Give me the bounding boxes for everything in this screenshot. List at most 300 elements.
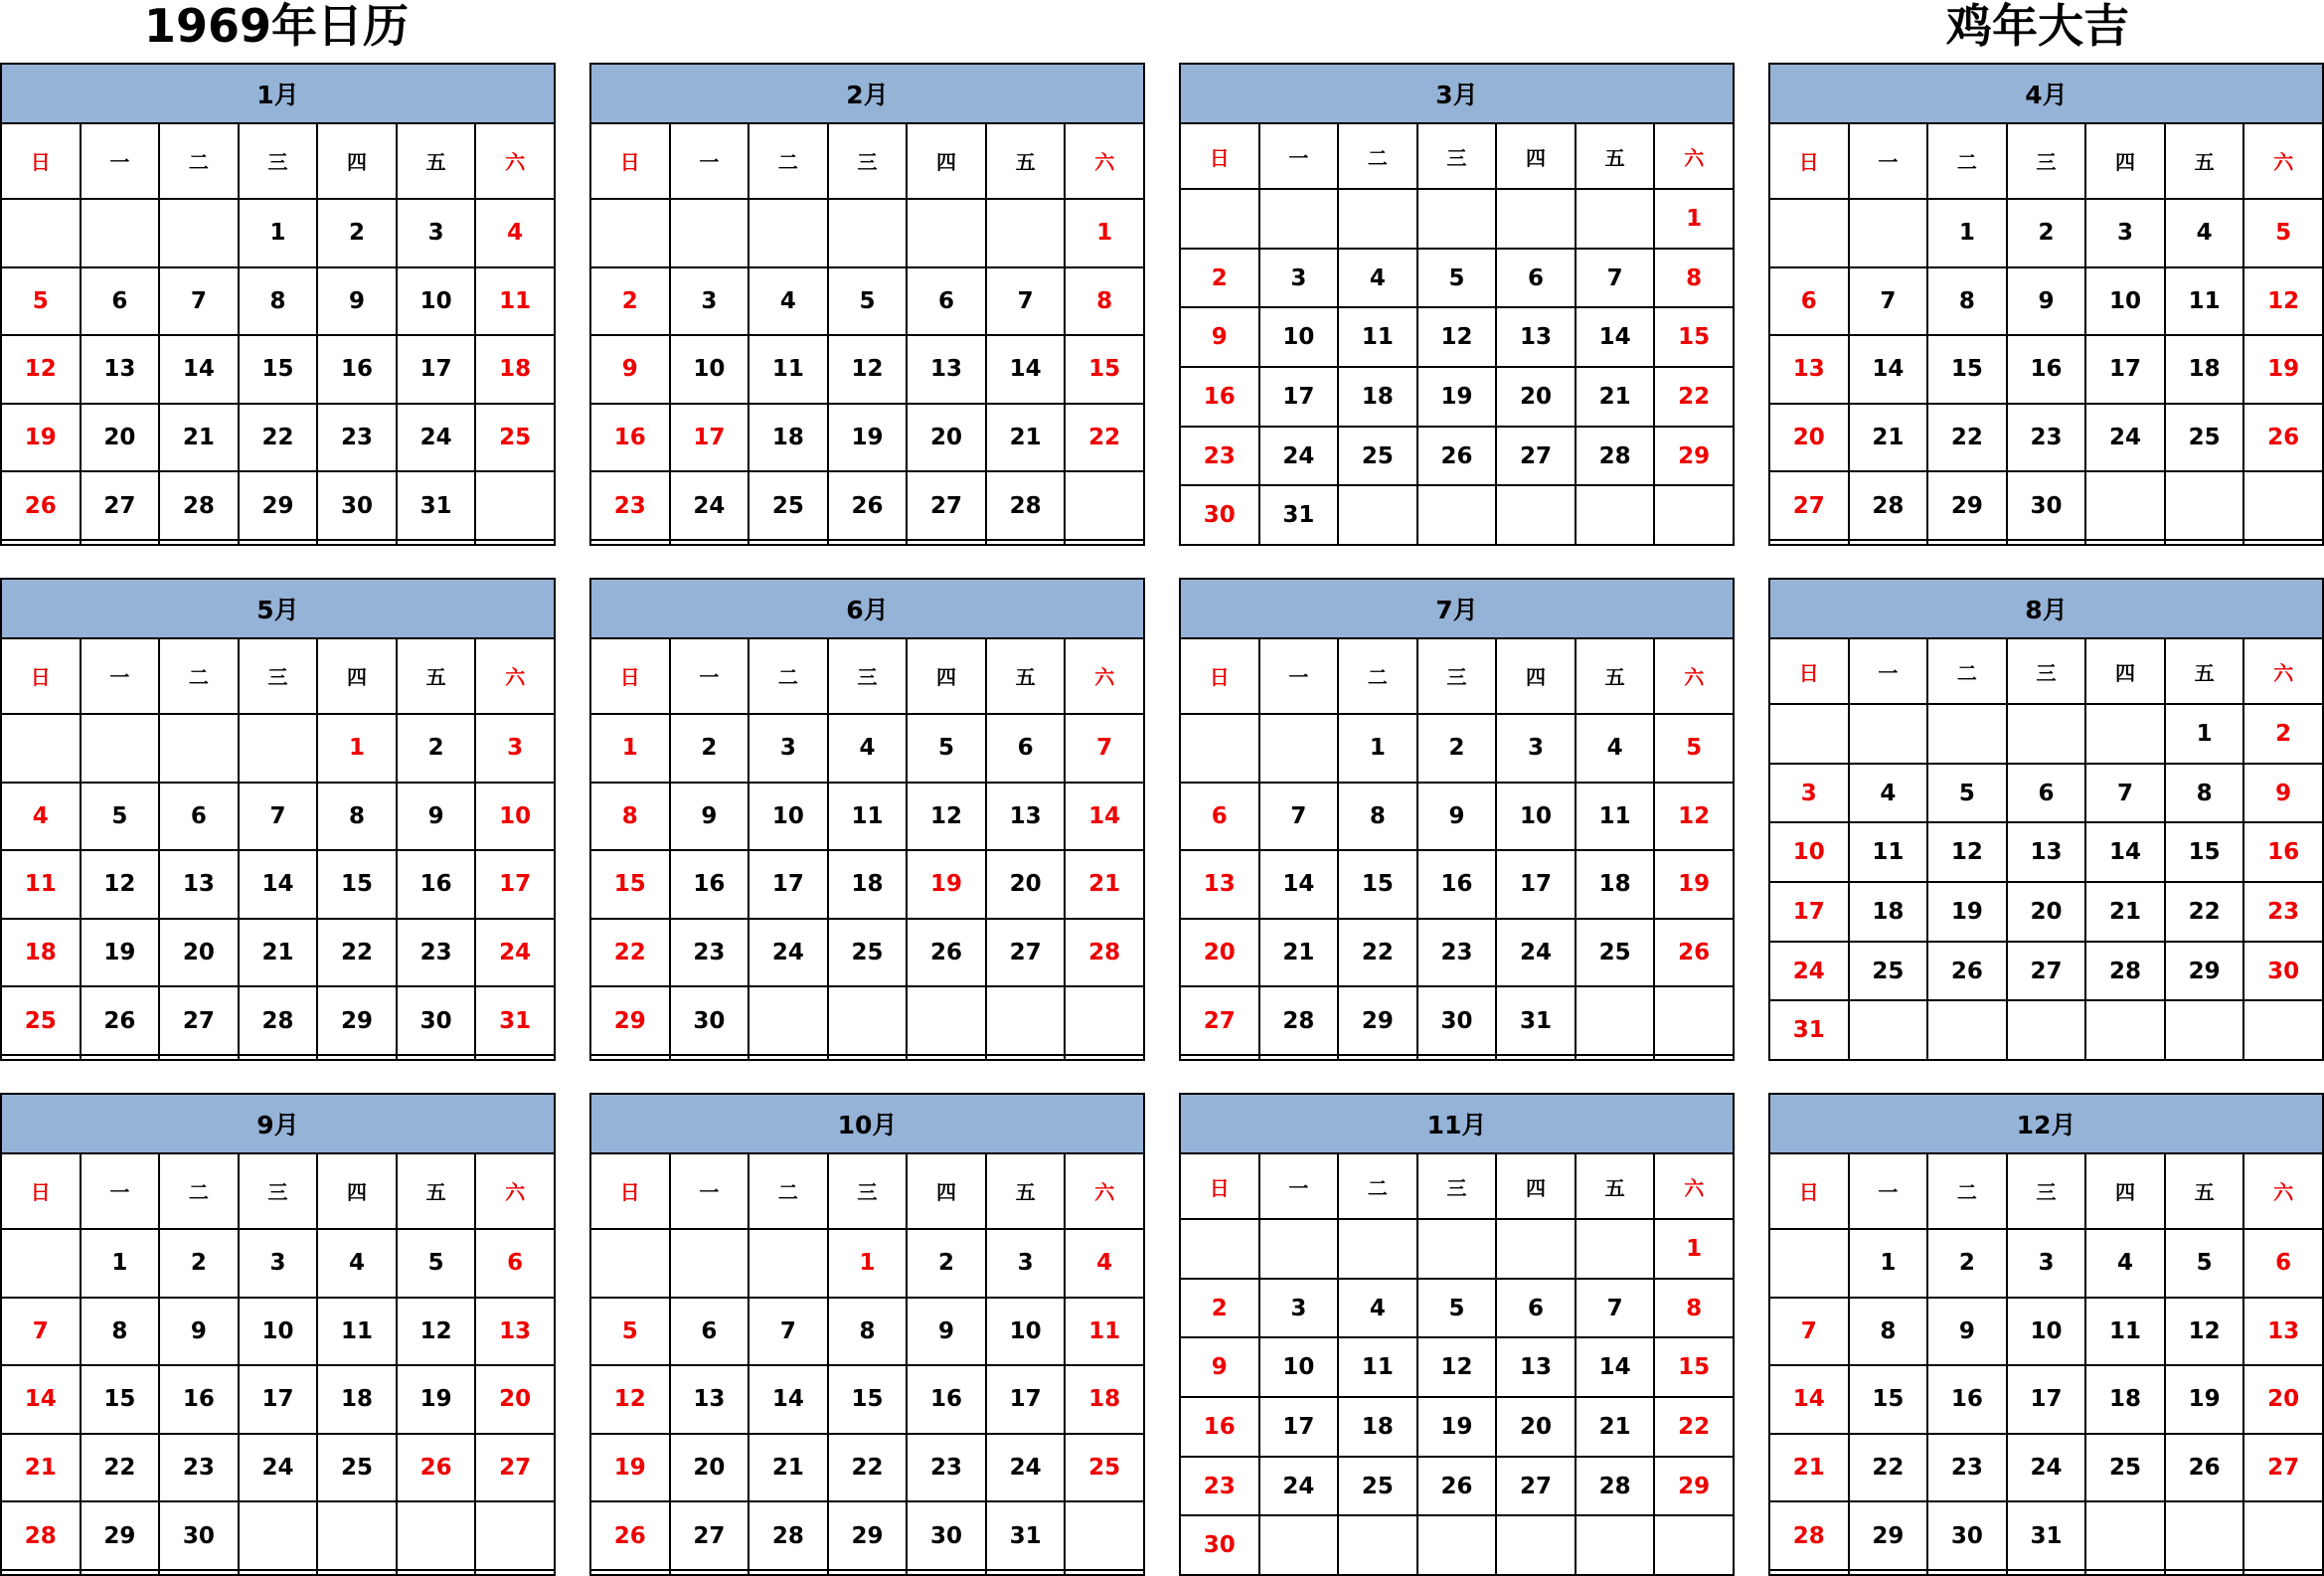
weekday-label: 四 (317, 638, 397, 714)
day-cell: 26 (397, 1434, 476, 1502)
empty-day-cell (1338, 1515, 1417, 1575)
empty-day-cell (670, 1570, 749, 1575)
day-cell: 22 (1065, 404, 1144, 472)
weekday-label: 一 (1849, 1153, 1928, 1229)
day-cell: 19 (81, 919, 160, 987)
day-cell: 19 (1417, 1397, 1497, 1457)
empty-day-cell (1, 1055, 81, 1060)
day-cell: 4 (317, 1229, 397, 1298)
day-cell: 26 (1654, 919, 1734, 987)
month-calendar (589, 578, 1145, 1061)
day-cell: 7 (1769, 1298, 1849, 1366)
day-cell: 3 (1496, 714, 1576, 783)
day-cell: 19 (397, 1365, 476, 1434)
day-cell: 6 (2007, 764, 2086, 823)
day-cell: 1 (1654, 189, 1734, 249)
empty-day-cell (907, 1055, 986, 1060)
empty-day-cell (1849, 704, 1928, 764)
day-cell: 20 (1180, 919, 1259, 987)
day-cell: 2 (590, 267, 670, 336)
empty-day-cell (590, 1229, 670, 1298)
month-title: 9月 (1, 1094, 555, 1153)
weekday-label: 日 (1, 1153, 81, 1229)
day-cell: 3 (2007, 1229, 2086, 1298)
day-cell: 18 (1, 919, 81, 987)
weekday-label: 三 (2007, 638, 2086, 704)
month-table (1179, 63, 1735, 546)
weekday-label: 三 (2007, 1153, 2086, 1229)
day-cell: 24 (1259, 427, 1339, 486)
weekday-label: 日 (1769, 123, 1849, 199)
empty-day-cell (2007, 704, 2086, 764)
month-title: 10月 (590, 1094, 1144, 1153)
empty-day-cell (1, 714, 81, 783)
day-cell: 4 (1338, 249, 1417, 308)
weekday-label: 三 (828, 638, 908, 714)
day-cell: 27 (670, 1501, 749, 1570)
weekday-label: 日 (590, 638, 670, 714)
day-cell: 3 (748, 714, 828, 783)
day-cell: 8 (2165, 764, 2244, 823)
day-cell: 11 (748, 335, 828, 404)
day-cell: 16 (907, 1365, 986, 1434)
day-cell: 17 (986, 1365, 1066, 1434)
weekday-label: 一 (1849, 638, 1928, 704)
empty-day-cell (397, 540, 476, 545)
weekday-label: 六 (1654, 1153, 1734, 1219)
day-cell: 8 (1654, 1279, 1734, 1338)
day-cell: 20 (907, 404, 986, 472)
day-cell: 9 (590, 335, 670, 404)
page-title: 1969年日历 (144, 0, 410, 53)
day-cell: 8 (1065, 267, 1144, 336)
day-cell: 15 (1849, 1365, 1928, 1434)
day-cell: 20 (81, 404, 160, 472)
weekday-label: 四 (2085, 638, 2165, 704)
empty-day-cell (1338, 1055, 1417, 1060)
day-cell: 10 (2085, 267, 2165, 336)
day-cell: 22 (1654, 1397, 1734, 1457)
day-cell: 23 (159, 1434, 239, 1502)
weekday-label: 日 (1180, 1153, 1259, 1219)
day-cell: 3 (2085, 199, 2165, 267)
empty-day-cell (828, 986, 908, 1055)
day-cell: 18 (1065, 1365, 1144, 1434)
day-cell: 25 (1, 986, 81, 1055)
empty-day-cell (828, 199, 908, 267)
weekday-label: 五 (397, 1153, 476, 1229)
day-cell: 15 (2165, 822, 2244, 882)
day-cell: 25 (475, 404, 555, 472)
day-cell: 5 (81, 783, 160, 851)
empty-day-cell (1496, 189, 1576, 249)
day-cell: 11 (1065, 1298, 1144, 1366)
empty-day-cell (1927, 1000, 2007, 1060)
empty-day-cell (2085, 1570, 2165, 1575)
day-cell: 6 (2243, 1229, 2323, 1298)
day-cell: 16 (1180, 1397, 1259, 1457)
day-cell: 22 (1654, 367, 1734, 427)
day-cell: 4 (748, 267, 828, 336)
day-cell: 23 (1417, 919, 1497, 987)
empty-day-cell (81, 1055, 160, 1060)
weekday-label: 六 (475, 123, 555, 199)
day-cell: 27 (2243, 1434, 2323, 1502)
weekday-label: 五 (1576, 123, 1655, 189)
day-cell: 27 (475, 1434, 555, 1502)
empty-day-cell (1576, 1219, 1655, 1279)
day-cell: 5 (1417, 1279, 1497, 1338)
day-cell: 9 (2007, 267, 2086, 336)
empty-day-cell (1927, 1570, 2007, 1575)
month-title: 8月 (1769, 579, 2323, 638)
day-cell: 15 (317, 850, 397, 919)
day-cell: 22 (1338, 919, 1417, 987)
day-cell: 10 (239, 1298, 318, 1366)
day-cell: 20 (1769, 404, 1849, 472)
day-cell: 3 (1769, 764, 1849, 823)
day-cell: 26 (907, 919, 986, 987)
day-cell: 26 (2243, 404, 2323, 472)
day-cell: 3 (670, 267, 749, 336)
day-cell: 9 (1180, 1337, 1259, 1397)
month-table (1768, 63, 2324, 546)
day-cell: 31 (986, 1501, 1066, 1570)
weekday-label: 四 (1496, 638, 1576, 714)
day-cell: 1 (828, 1229, 908, 1298)
empty-day-cell (1065, 1055, 1144, 1060)
day-cell: 11 (828, 783, 908, 851)
empty-day-cell (1065, 986, 1144, 1055)
day-cell: 12 (590, 1365, 670, 1434)
day-cell: 18 (2085, 1365, 2165, 1434)
day-cell: 15 (1654, 1337, 1734, 1397)
day-cell: 28 (1259, 986, 1339, 1055)
month-table (0, 63, 556, 546)
empty-day-cell (986, 986, 1066, 1055)
day-cell: 7 (1576, 1279, 1655, 1338)
day-cell: 13 (1496, 1337, 1576, 1397)
month-calendar (1179, 1093, 1735, 1576)
day-cell: 23 (1927, 1434, 2007, 1502)
day-cell: 23 (590, 471, 670, 540)
day-cell: 15 (590, 850, 670, 919)
day-cell: 29 (1338, 986, 1417, 1055)
day-cell: 8 (1927, 267, 2007, 336)
day-cell: 7 (1065, 714, 1144, 783)
weekday-label: 六 (475, 1153, 555, 1229)
empty-day-cell (2165, 1501, 2244, 1570)
day-cell: 11 (317, 1298, 397, 1366)
day-cell: 26 (1417, 427, 1497, 486)
day-cell: 6 (1180, 783, 1259, 851)
day-cell: 18 (748, 404, 828, 472)
month-table (1179, 578, 1735, 1061)
day-cell: 5 (397, 1229, 476, 1298)
empty-day-cell (239, 1055, 318, 1060)
day-cell: 25 (1849, 942, 1928, 1001)
day-cell: 16 (1180, 367, 1259, 427)
day-cell: 11 (1, 850, 81, 919)
day-cell: 22 (81, 1434, 160, 1502)
day-cell: 21 (1259, 919, 1339, 987)
empty-day-cell (590, 540, 670, 545)
day-cell: 13 (907, 335, 986, 404)
day-cell: 17 (748, 850, 828, 919)
empty-day-cell (1338, 1219, 1417, 1279)
day-cell: 12 (1654, 783, 1734, 851)
empty-day-cell (1, 540, 81, 545)
empty-day-cell (1180, 189, 1259, 249)
empty-day-cell (1769, 540, 1849, 545)
day-cell: 9 (907, 1298, 986, 1366)
day-cell: 17 (1259, 1397, 1339, 1457)
weekday-label: 五 (1576, 638, 1655, 714)
day-cell: 10 (1259, 1337, 1339, 1397)
month-calendar (1768, 63, 2324, 546)
day-cell: 6 (1496, 1279, 1576, 1338)
weekday-label: 六 (2243, 1153, 2323, 1229)
day-cell: 28 (2085, 942, 2165, 1001)
day-cell: 2 (907, 1229, 986, 1298)
empty-day-cell (1654, 485, 1734, 545)
day-cell: 20 (2007, 882, 2086, 942)
weekday-label: 五 (2165, 123, 2244, 199)
day-cell: 13 (2007, 822, 2086, 882)
month-table (1768, 578, 2324, 1061)
weekday-label: 二 (1927, 638, 2007, 704)
day-cell: 6 (670, 1298, 749, 1366)
day-cell: 7 (2085, 764, 2165, 823)
month-table (589, 578, 1145, 1061)
weekday-label: 日 (1, 123, 81, 199)
month-title: 5月 (1, 579, 555, 638)
weekday-label: 二 (159, 123, 239, 199)
day-cell: 14 (1, 1365, 81, 1434)
empty-day-cell (1927, 704, 2007, 764)
day-cell: 27 (81, 471, 160, 540)
day-cell: 2 (1180, 249, 1259, 308)
empty-day-cell (2243, 471, 2323, 540)
day-cell: 29 (1849, 1501, 1928, 1570)
month-title: 11月 (1180, 1094, 1734, 1153)
day-cell: 24 (1259, 1457, 1339, 1516)
month-table (589, 1093, 1145, 1576)
weekday-label: 四 (317, 123, 397, 199)
day-cell: 15 (1927, 335, 2007, 404)
day-cell: 11 (1338, 1337, 1417, 1397)
day-cell: 30 (159, 1501, 239, 1570)
empty-day-cell (475, 1055, 555, 1060)
day-cell: 24 (670, 471, 749, 540)
day-cell: 2 (317, 199, 397, 267)
weekday-label: 四 (317, 1153, 397, 1229)
weekday-label: 二 (748, 638, 828, 714)
empty-day-cell (748, 1229, 828, 1298)
day-cell: 28 (748, 1501, 828, 1570)
day-cell: 29 (1927, 471, 2007, 540)
day-cell: 22 (590, 919, 670, 987)
weekday-label: 一 (1259, 1153, 1339, 1219)
day-cell: 6 (1496, 249, 1576, 308)
day-cell: 27 (1496, 1457, 1576, 1516)
empty-day-cell (1769, 199, 1849, 267)
empty-day-cell (670, 540, 749, 545)
day-cell: 6 (1769, 267, 1849, 336)
weekday-label: 三 (828, 1153, 908, 1229)
day-cell: 28 (1769, 1501, 1849, 1570)
day-cell: 9 (1417, 783, 1497, 851)
day-cell: 11 (2085, 1298, 2165, 1366)
weekday-label: 日 (1769, 1153, 1849, 1229)
empty-day-cell (2007, 540, 2086, 545)
day-cell: 23 (2243, 882, 2323, 942)
empty-day-cell (2165, 1570, 2244, 1575)
day-cell: 21 (748, 1434, 828, 1502)
day-cell: 10 (748, 783, 828, 851)
day-cell: 25 (1338, 1457, 1417, 1516)
empty-day-cell (1654, 986, 1734, 1055)
day-cell: 14 (1849, 335, 1928, 404)
empty-day-cell (1259, 189, 1339, 249)
weekday-label: 四 (2085, 1153, 2165, 1229)
month-calendar (1179, 578, 1735, 1061)
weekday-label: 日 (1180, 123, 1259, 189)
day-cell: 24 (475, 919, 555, 987)
day-cell: 1 (1849, 1229, 1928, 1298)
day-cell: 25 (317, 1434, 397, 1502)
day-cell: 22 (239, 404, 318, 472)
day-cell: 7 (1, 1298, 81, 1366)
month-calendar (589, 63, 1145, 546)
empty-day-cell (1769, 704, 1849, 764)
day-cell: 13 (986, 783, 1066, 851)
day-cell: 22 (317, 919, 397, 987)
day-cell: 21 (1769, 1434, 1849, 1502)
day-cell: 28 (1576, 1457, 1655, 1516)
month-table (1768, 1093, 2324, 1576)
day-cell: 11 (2165, 267, 2244, 336)
weekday-label: 三 (239, 123, 318, 199)
empty-day-cell (2243, 540, 2323, 545)
day-cell: 26 (2165, 1434, 2244, 1502)
empty-day-cell (828, 1570, 908, 1575)
empty-day-cell (986, 540, 1066, 545)
day-cell: 23 (1180, 427, 1259, 486)
weekday-label: 日 (590, 123, 670, 199)
empty-day-cell (670, 1055, 749, 1060)
day-cell: 14 (159, 335, 239, 404)
day-cell: 20 (1496, 367, 1576, 427)
day-cell: 18 (1338, 367, 1417, 427)
empty-day-cell (748, 540, 828, 545)
day-cell: 1 (2165, 704, 2244, 764)
day-cell: 3 (475, 714, 555, 783)
day-cell: 14 (1769, 1365, 1849, 1434)
weekday-label: 二 (1927, 123, 2007, 199)
day-cell: 11 (1576, 783, 1655, 851)
weekday-label: 二 (748, 1153, 828, 1229)
empty-day-cell (1180, 714, 1259, 783)
day-cell: 8 (1338, 783, 1417, 851)
day-cell: 24 (986, 1434, 1066, 1502)
day-cell: 7 (1576, 249, 1655, 308)
empty-day-cell (397, 1501, 476, 1570)
day-cell: 4 (1576, 714, 1655, 783)
weekday-label: 二 (1338, 1153, 1417, 1219)
day-cell: 19 (1654, 850, 1734, 919)
weekday-label: 一 (1259, 638, 1339, 714)
day-cell: 30 (2243, 942, 2323, 1001)
day-cell: 12 (1417, 307, 1497, 367)
day-cell: 30 (1180, 485, 1259, 545)
empty-day-cell (159, 714, 239, 783)
day-cell: 5 (1927, 764, 2007, 823)
day-cell: 14 (1065, 783, 1144, 851)
day-cell: 2 (1180, 1279, 1259, 1338)
day-cell: 9 (1180, 307, 1259, 367)
day-cell: 4 (1338, 1279, 1417, 1338)
weekday-label: 五 (986, 638, 1066, 714)
empty-day-cell (317, 1501, 397, 1570)
day-cell: 18 (1338, 1397, 1417, 1457)
empty-day-cell (1259, 1219, 1339, 1279)
day-cell: 8 (590, 783, 670, 851)
weekday-label: 四 (2085, 123, 2165, 199)
day-cell: 20 (475, 1365, 555, 1434)
day-cell: 28 (986, 471, 1066, 540)
weekday-label: 一 (81, 123, 160, 199)
day-cell: 19 (2243, 335, 2323, 404)
weekday-label: 六 (1065, 638, 1144, 714)
day-cell: 14 (1576, 1337, 1655, 1397)
day-cell: 26 (590, 1501, 670, 1570)
weekday-label: 三 (1417, 638, 1497, 714)
day-cell: 9 (397, 783, 476, 851)
day-cell: 1 (81, 1229, 160, 1298)
empty-day-cell (2165, 1000, 2244, 1060)
day-cell: 18 (317, 1365, 397, 1434)
weekday-label: 一 (670, 1153, 749, 1229)
day-cell: 8 (828, 1298, 908, 1366)
empty-day-cell (986, 1570, 1066, 1575)
day-cell: 12 (2243, 267, 2323, 336)
day-cell: 29 (317, 986, 397, 1055)
empty-day-cell (1259, 1515, 1339, 1575)
day-cell: 21 (1576, 1397, 1655, 1457)
empty-day-cell (475, 540, 555, 545)
empty-day-cell (1849, 199, 1928, 267)
empty-day-cell (2243, 1570, 2323, 1575)
day-cell: 2 (1927, 1229, 2007, 1298)
weekday-label: 一 (670, 123, 749, 199)
day-cell: 26 (828, 471, 908, 540)
empty-day-cell (1576, 986, 1655, 1055)
day-cell: 9 (1927, 1298, 2007, 1366)
day-cell: 8 (81, 1298, 160, 1366)
day-cell: 22 (1849, 1434, 1928, 1502)
day-cell: 17 (670, 404, 749, 472)
empty-day-cell (1065, 1570, 1144, 1575)
day-cell: 7 (986, 267, 1066, 336)
empty-day-cell (1496, 485, 1576, 545)
empty-day-cell (1849, 540, 1928, 545)
empty-day-cell (475, 1501, 555, 1570)
day-cell: 23 (907, 1434, 986, 1502)
day-cell: 4 (1065, 1229, 1144, 1298)
empty-day-cell (317, 540, 397, 545)
day-cell: 19 (828, 404, 908, 472)
